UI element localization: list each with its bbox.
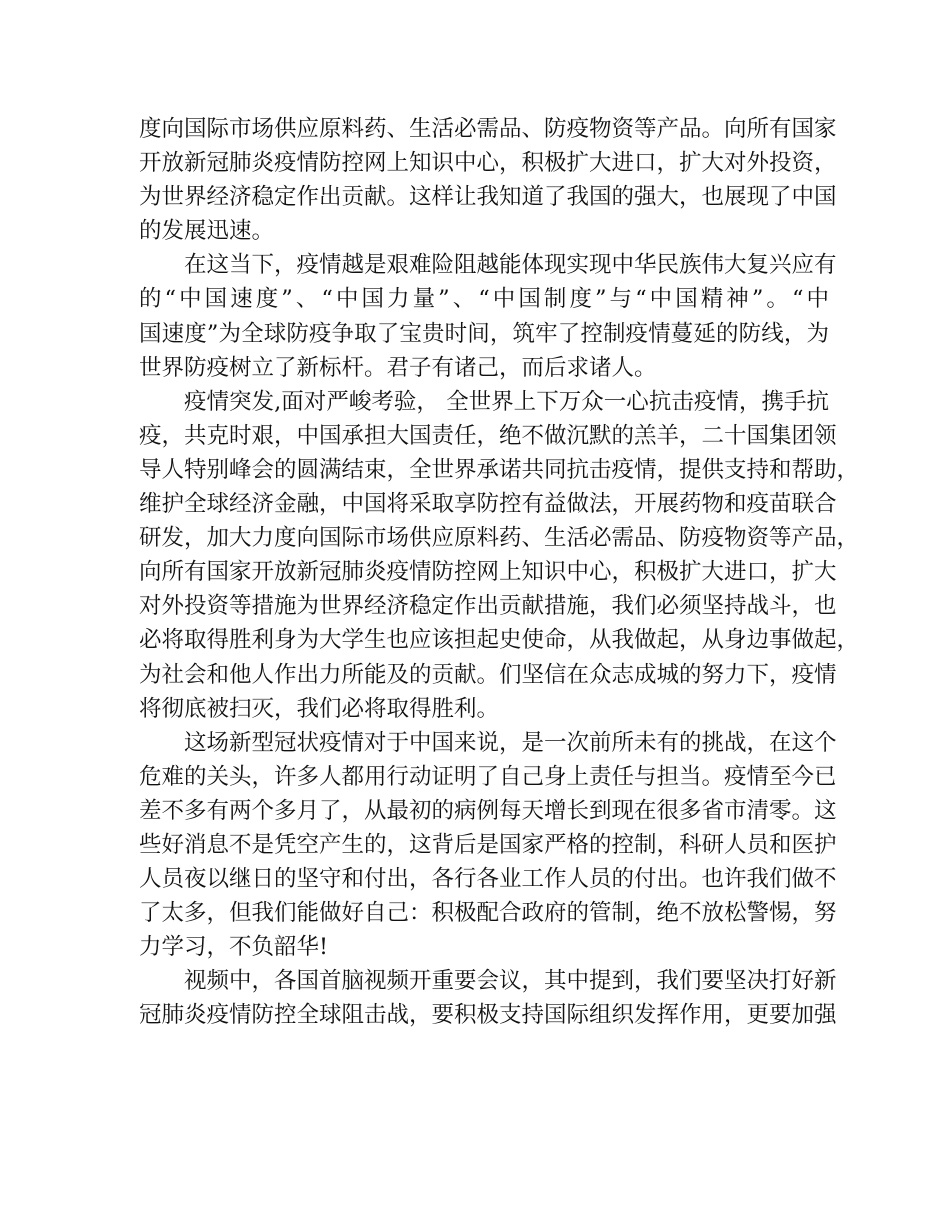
paragraph-line: 开放新冠肺炎疫情防控网上知识中心，积极扩大进口，扩大对外投资， [139,150,837,177]
paragraph-line: 危难的关头，许多人都用行动证明了自己身上责任与担当。疫情至今已 [139,763,837,790]
paragraph-line: 导人特别峰会的圆满结束，全世界承诺共同抗击疫情，提供支持和帮助， [139,456,860,483]
paragraph-p5 [139,964,837,1032]
paragraph-line: 这场新型冠状疫情对于中国来说，是一次前所未有的挑战，在这个 [184,729,837,756]
paragraph-line: 国速度”为全球防疫争取了宝贵时间，筑牢了控制疫情蔓延的防线，为 [139,320,829,347]
paragraph-line: 维护全球经济金融，中国将采取享防控有益做法，开展药物和疫苗联合 [139,491,837,518]
paragraph-line: 在这当下，疫情越是艰难险阻越能体现实现中华民族伟大复兴应有 [184,252,837,279]
paragraph-line: 的“中国速度”、“中国力量”、“中国制度”与“中国精神”。“中 [139,286,829,313]
paragraph-line: 将彻底被扫灭，我们必将取得胜利。 [139,695,500,722]
document-body [139,112,860,1033]
paragraph-line: 为社会和他人作出力所能及的贡献。们坚信在众志成城的努力下，疫情 [139,661,837,688]
paragraph-line: 了太多，但我们能做好自己：积极配合政府的管制，绝不放松警惕，努 [139,900,837,927]
paragraph-p1 [139,112,837,248]
paragraph-line: 疫，共克时艰，中国承担大国责任，绝不做沉默的羔羊，二十国集团领 [139,422,837,449]
paragraph-p3 [139,385,860,726]
paragraph-line: 必将取得胜利身为大学生也应该担起史使命，从我做起，从身边事做起， [139,627,860,654]
paragraph-line: 为世界经济稳定作出贡献。这样让我知道了我国的强大，也展现了中国 [139,184,837,211]
paragraph-line: 度向国际市场供应原料药、生活必需品、防疫物资等产品。向所有国家 [139,116,837,142]
paragraph-line: 力学习，不负韶华! [139,934,329,961]
paragraph-line: 世界防疫树立了新标杆。君子有诸己，而后求诸人。 [139,354,657,381]
paragraph-line: 差不多有两个多月了，从最初的病例每天增长到现在很多省市清零。这 [139,797,837,824]
paragraph-p4 [139,726,837,965]
paragraph-p2 [139,248,837,384]
paragraph-line: 视频中，各国首脑视频开重要会议，其中提到，我们要坚决打好新 [184,968,837,995]
paragraph-line: 人员夜以继日的坚守和付出，各行各业工作人员的付出。也许我们做不 [139,866,837,893]
paragraph-line: 冠肺炎疫情防控全球阻击战，要积极支持国际组织发挥作用，更要加强 [139,1002,837,1029]
paragraph-line: 向所有国家开放新冠肺炎疫情防控网上知识中心，积极扩大进口，扩大 [139,559,837,586]
paragraph-line: 些好消息不是凭空产生的，这背后是国家严格的控制，科研人员和医护 [139,831,837,858]
paragraph-line: 的发展迅速。 [139,218,275,245]
paragraph-line: 对外投资等措施为世界经济稳定作出贡献措施，我们必须坚持战斗，也 [139,593,837,620]
paragraph-line: 研发，加大力度向国际市场供应原料药、生活必需品、防疫物资等产品， [139,525,860,552]
paragraph-line: 疫情突发,面对严峻考验， 全世界上下万众一心抗击疫情，携手抗 [184,388,829,415]
